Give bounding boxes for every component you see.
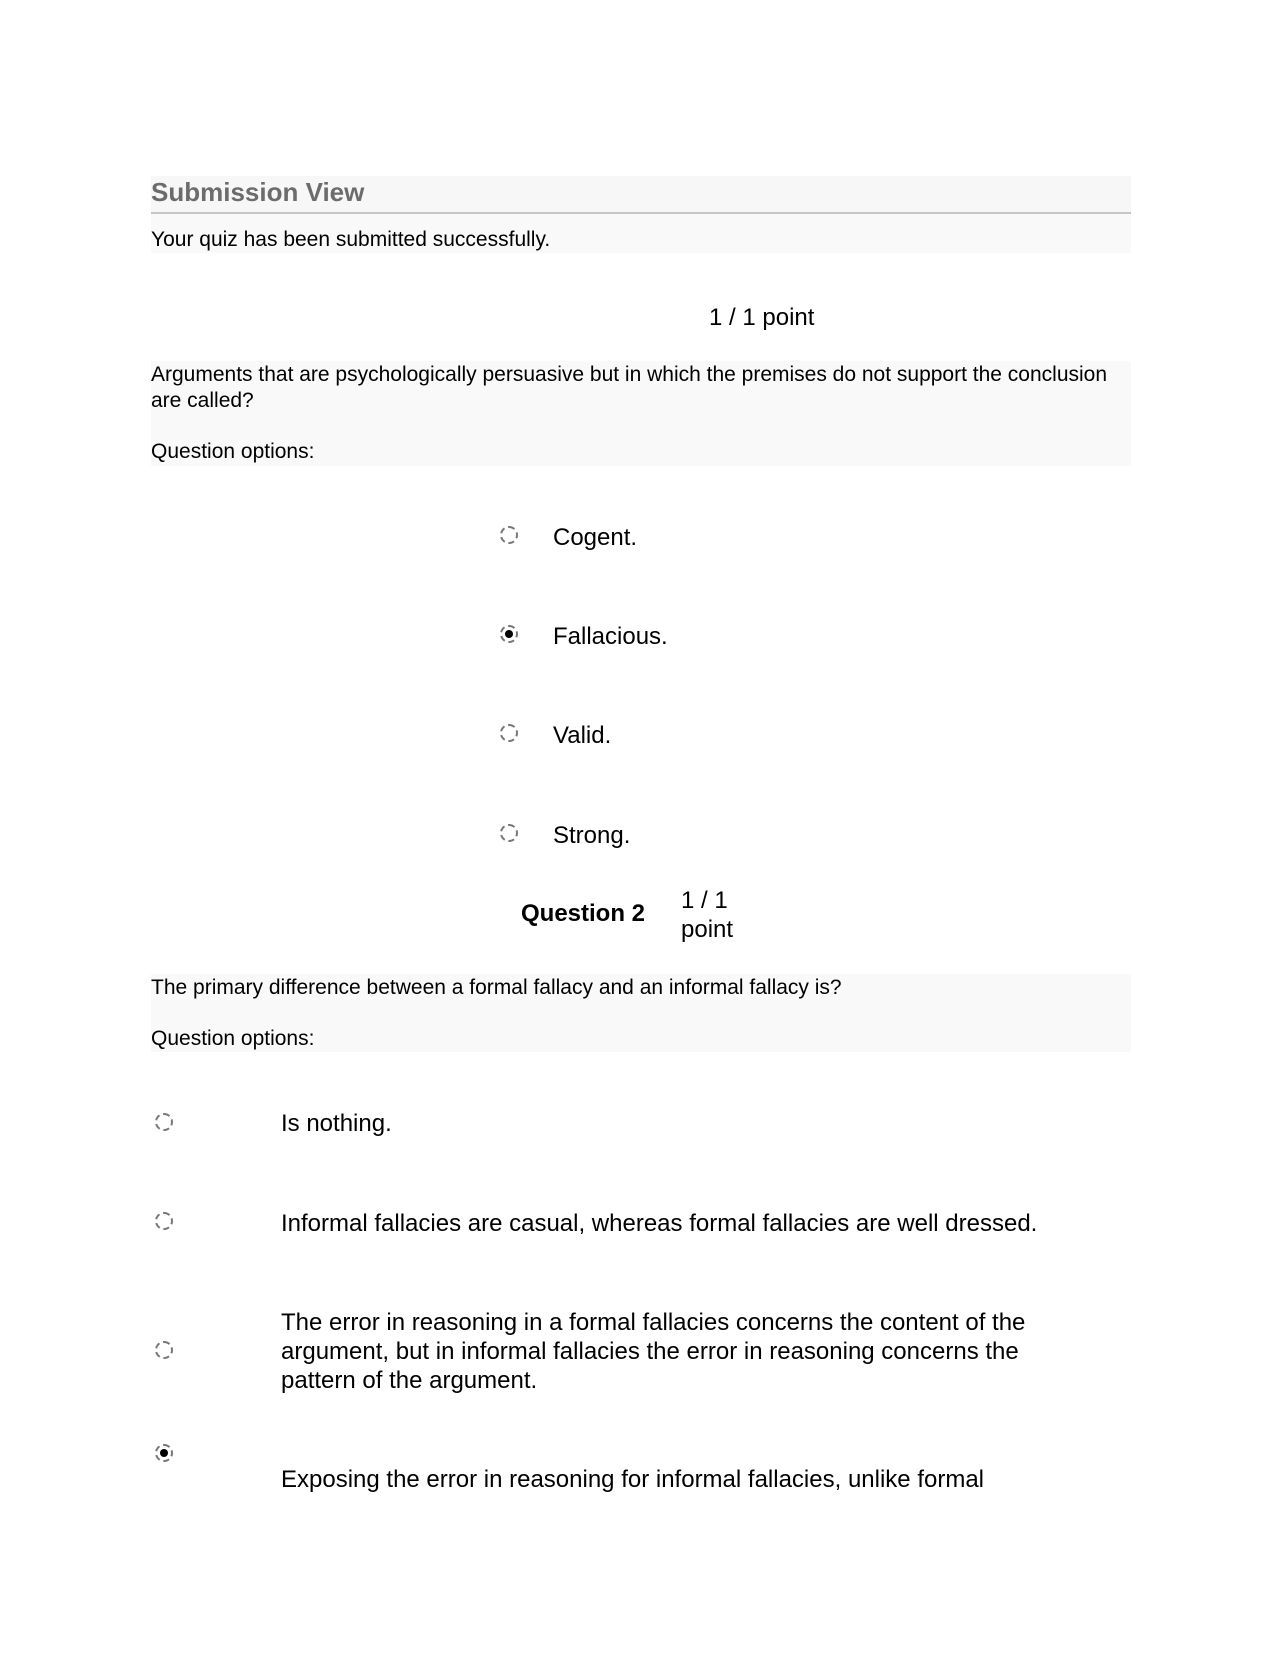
question-1-option-3-radio[interactable] bbox=[500, 724, 518, 742]
question-2-prompt: The primary difference between a formal fallacy and an informal fallacy is? bbox=[151, 976, 842, 999]
question-1-points: 1 / 1 point bbox=[709, 304, 815, 331]
question-2-points: 1 / 1 point bbox=[681, 887, 734, 943]
question-2-option-4-text: Exposing the error in reasoning for informal fallacies, unlike formal bbox=[281, 1466, 984, 1493]
submitted-message: Your quiz has been submitted successfully. bbox=[151, 228, 551, 251]
question-2-option-3-radio[interactable] bbox=[155, 1341, 173, 1359]
question-1-option-3-text: Valid. bbox=[553, 722, 612, 749]
page-title: Submission View bbox=[151, 177, 365, 207]
question-1-option-2-text: Fallacious. bbox=[553, 623, 668, 650]
question-2-option-2-text: Informal fallacies are casual, whereas formal fallacies are well dressed. bbox=[281, 1210, 1038, 1237]
question-1-option-1-text: Cogent. bbox=[553, 524, 638, 551]
question-2-option-1-radio[interactable] bbox=[155, 1113, 173, 1131]
question-1-prompt: Arguments that are psychologically persuasive but in which the premises do not support the conclusion are called? bbox=[151, 363, 1108, 412]
question-2-options-label: Question options: bbox=[151, 1027, 315, 1050]
question-1-option-2-radio[interactable] bbox=[500, 625, 518, 643]
question-2-option-3-text: The error in reasoning in a formal fallacies concerns the content of the argument, but in informal fallacies the error in reasoning concerns the pattern of the argument. bbox=[281, 1309, 1026, 1394]
question-1-options-label: Question options: bbox=[151, 440, 315, 463]
question-2-option-2-radio[interactable] bbox=[155, 1212, 173, 1230]
question-2-option-4-radio[interactable] bbox=[155, 1444, 173, 1462]
question-2-option-1-text: Is nothing. bbox=[281, 1110, 392, 1137]
question-1-option-4-text: Strong. bbox=[553, 822, 631, 849]
question-1-option-4-radio[interactable] bbox=[500, 824, 518, 842]
question-2-heading: Question 2 bbox=[521, 900, 646, 927]
question-1-option-1-radio[interactable] bbox=[500, 526, 518, 544]
